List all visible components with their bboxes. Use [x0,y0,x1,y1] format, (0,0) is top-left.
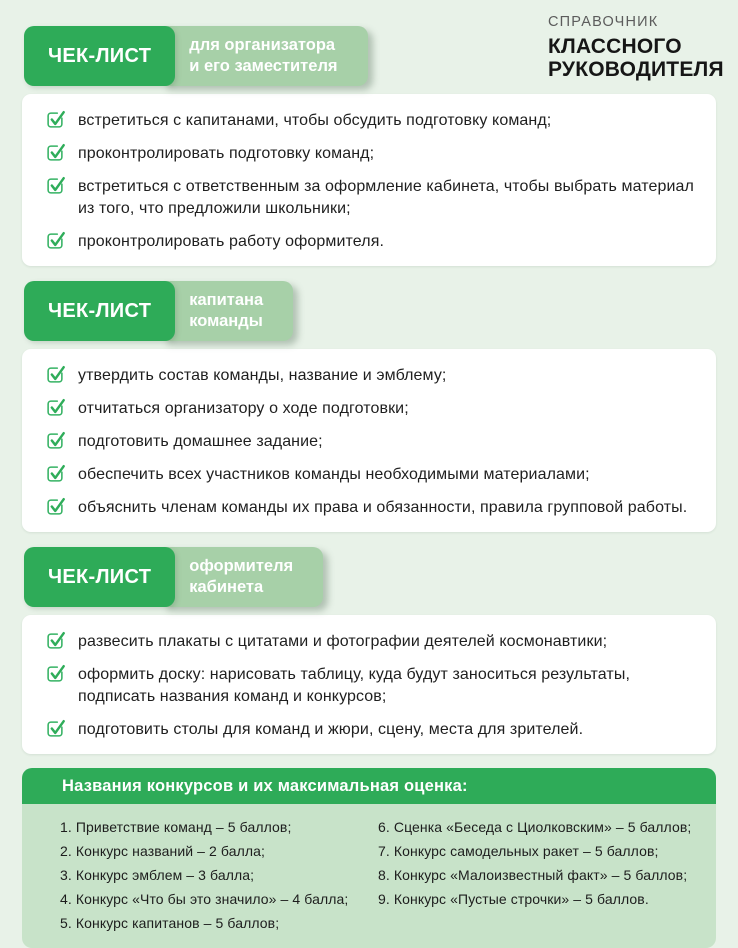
checkbox-checked-icon [44,142,66,164]
checklist-section-organizer [0,26,738,266]
checklist-item [42,103,696,136]
checklist-item-text: проконтролировать работу оформителя. [78,233,385,250]
score-item: 5. Конкурс капитанов – 5 баллов; [60,915,280,931]
checkbox-checked-icon [44,230,66,252]
audience-badge [163,281,293,341]
checkbox-checked-icon [44,663,66,685]
audience-line: команды [189,312,263,330]
badge-row [24,26,738,86]
brand-title-line1: КЛАССНОГО [548,35,682,58]
checklist-section-captain [0,281,738,532]
badge-row [24,281,738,341]
checklist-item-text: встретиться с ответственным за оформление кабинета, чтобы выбрать материал из того, что предложили школьники; [78,178,694,217]
audience-line: оформителя [189,557,294,575]
checklist-item-text: обеспечить всех участников команды необходимыми материалами; [78,466,590,483]
checklist-card-designer [22,615,716,754]
score-item: 6. Сценка «Беседа с Циолковским» – 5 баллов; [378,819,692,835]
score-item: 7. Конкурс самодельных ракет – 5 баллов; [378,843,659,859]
audience-badge [163,26,367,86]
checklist-item-text: подготовить столы для команд и жюри, сцену, места для зрителей. [78,721,584,738]
checklist-item [42,712,696,745]
checklist-item [42,136,696,169]
badge-row [24,547,738,607]
checklist-badge: ЧЕК-ЛИСТ [24,281,175,341]
brand-title-line2: РУКОВОДИТЕЛЯ [548,58,724,81]
score-item: 9. Конкурс «Пустые строчки» – 5 баллов. [378,891,649,907]
checklist-section-designer [0,547,738,754]
score-item: 4. Конкурс «Что бы это значило» – 4 балла; [60,891,349,907]
scores-title: Названия конкурсов и их максимальная оценка: [22,768,716,804]
checkbox-checked-icon [44,463,66,485]
brand-series-label: СПРАВОЧНИК [548,14,659,30]
checklist-badge: ЧЕК-ЛИСТ [24,26,175,86]
checkbox-checked-icon [44,496,66,518]
checklist-item-text: объяснить членам команды их права и обязанности, правила групповой работы. [78,499,688,516]
checklist-item [42,358,696,391]
audience-line: для организатора [189,36,336,54]
scores-body [22,804,716,948]
checklist-item [42,490,696,523]
checkbox-checked-icon [44,175,66,197]
checklist-item-text: отчитаться организатору о ходе подготовки; [78,400,409,417]
checklist-item-text: утвердить состав команды, название и эмблему; [78,367,447,384]
audience-line: и его заместителя [189,57,338,75]
checklist-item [42,391,696,424]
checklist-item [42,424,696,457]
checklist-item [42,169,696,224]
scores-column-left [22,819,378,931]
checklist-item-text: подготовить домашнее задание; [78,433,323,450]
checkbox-checked-icon [44,364,66,386]
score-item: 1. Приветствие команд – 5 баллов; [60,819,292,835]
score-item: 8. Конкурс «Малоизвестный факт» – 5 баллов; [378,867,688,883]
checklist-badge: ЧЕК-ЛИСТ [24,547,175,607]
checklist-item [42,457,696,490]
checkbox-checked-icon [44,397,66,419]
checkbox-checked-icon [44,430,66,452]
checklist-card-captain [22,349,716,532]
checkbox-checked-icon [44,630,66,652]
checklist-item-text: оформить доску: нарисовать таблицу, куда будут заноситься результаты, подписать названия команд и конкурсов; [78,666,630,705]
audience-line: кабинета [189,578,264,596]
audience-line: капитана [189,291,264,309]
checklist-item-text: встретиться с капитанами, чтобы обсудить подготовку команд; [78,112,552,129]
checklist-card-organizer [22,94,716,266]
checklist-item-text: проконтролировать подготовку команд; [78,145,375,162]
checklist-item-text: развесить плакаты с цитатами и фотографии деятелей космонавтики; [78,633,608,650]
checklist-item [42,224,696,257]
score-item: 3. Конкурс эмблем – 3 балла; [60,867,255,883]
scores-panel [22,768,716,948]
checklist-item [42,657,696,712]
checklist-item [42,624,696,657]
checkbox-checked-icon [44,109,66,131]
scores-column-right [378,819,716,931]
audience-badge [163,547,323,607]
score-item: 2. Конкурс названий – 2 балла; [60,843,265,859]
checkbox-checked-icon [44,718,66,740]
